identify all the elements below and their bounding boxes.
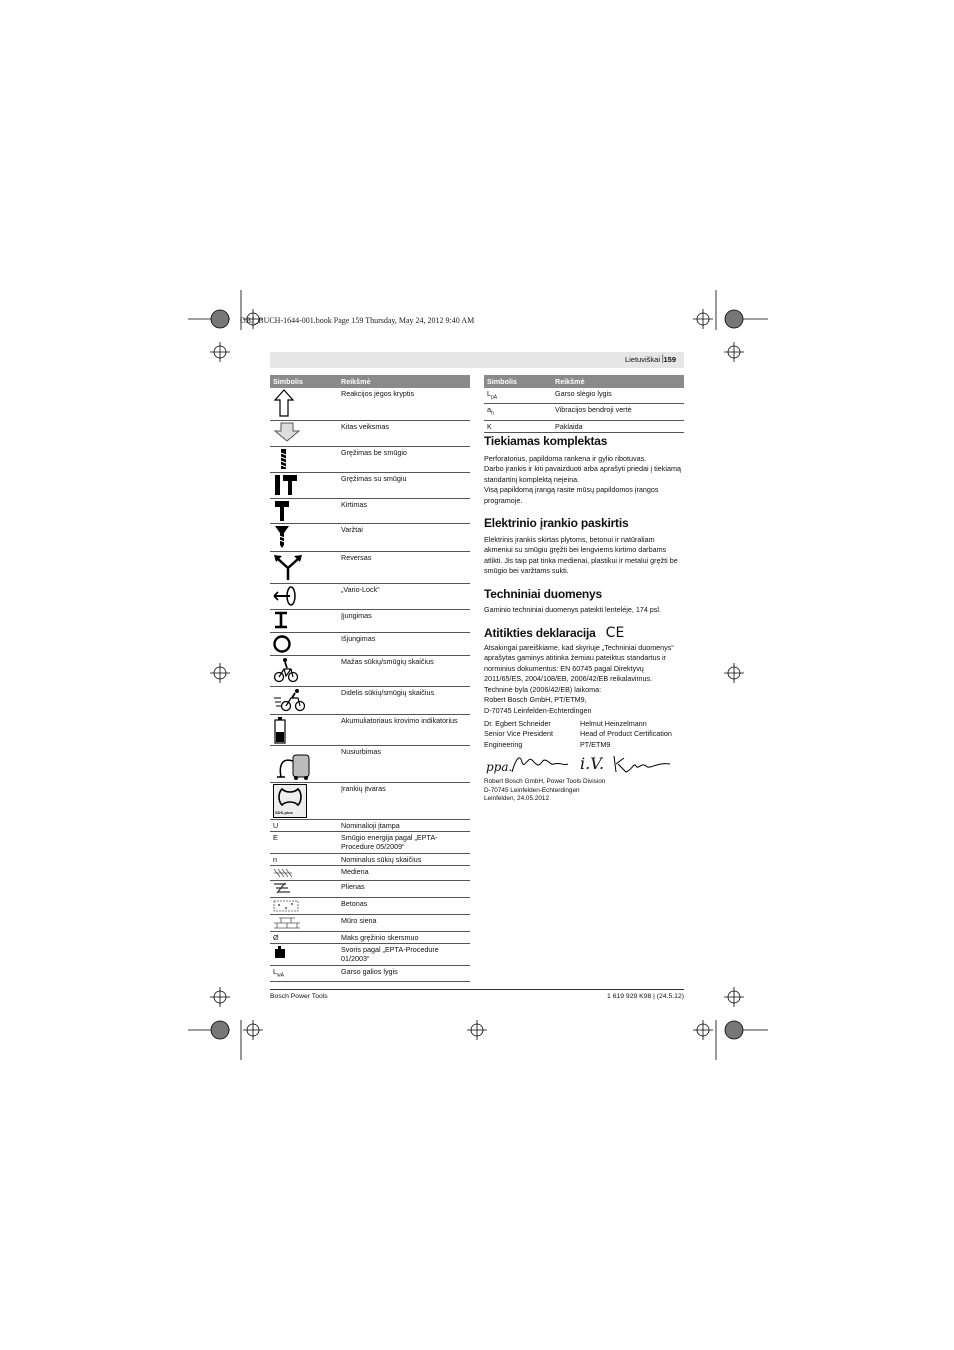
company-line: Leinfelden, 24.05.2012 [484,794,550,802]
table-cell: Išjungimas [338,632,470,655]
table-row [270,388,470,420]
paragraph: Perforatorius, papildoma rankena ir gylio ribotuvas. [484,454,647,463]
table-cell: Varžtai [338,523,470,551]
table-cell: Nominalioji įtampa [338,819,470,831]
table-cell: Įjungimas [338,609,470,632]
power-on-icon [273,611,291,629]
table-row [270,897,470,914]
table-cell: Paklaida [552,420,684,432]
table-row [270,931,470,943]
signatory-name: Dr. Egbert Schneider [484,718,551,728]
footer-brand: Bosch Power Tools [270,993,328,1000]
language-label: Lietuviškai [624,355,660,364]
table-cell-symbol: $a_h$ [484,404,552,420]
table-cell: Garso galios lygis [338,965,470,981]
tool-holder-caption: SDS-plus [275,809,293,815]
bicycle-slow-icon [273,657,299,683]
table-row [484,404,684,420]
battery-indicator-icon [273,716,287,744]
table-row [270,472,470,498]
header-separator: | [661,353,664,363]
table-header-row [270,375,470,388]
table-cell: Maks gręžinio skersmuo [338,931,470,943]
column-header-symbol: Simbolis [270,375,338,388]
column-header-meaning: Reikšmė [338,375,470,388]
paragraph: Atsakingai pareiškiame, kad skyriuje „Techniniai duomenys“ aprašytas gaminys atitinka žemiau pateiktus standartus ir norminius dokumentus: EN 60745 pagal Direktyvų 2011/65/ES, 2004/108/EB, 2006/42/EB reikalavimus. [484,643,674,684]
signature-mark: ppa. [486,760,513,775]
paragraph: Visą papildomą įrangą rasite mūsų papildomos įrangos programoje. [484,485,659,505]
table-row [484,420,684,432]
table-cell-symbol: E [270,831,338,853]
section-title-duomenys: Techniniai duomenys [484,586,602,601]
section-title-komplektas: Tiekiamas komplektas [484,434,608,448]
chisel-icon [273,500,293,522]
drill-bit-icon [273,448,293,470]
power-off-icon [273,634,293,654]
table-cell: Nusiurbimas [338,745,470,782]
right-column [484,434,684,803]
table-row [270,914,470,931]
declaration-heading [484,625,684,641]
table-cell: Vibracijos bendroji vertė [552,404,684,420]
company-line: Robert Bosch GmbH, Power Tools Division [484,778,606,786]
table-row [270,831,470,853]
table-cell-symbol: K [484,420,552,432]
paragraph: Elektrinis įrankis skirtas plytoms, betonui ir natūraliam akmeniui su smūgiu gręžti bei lengviems kirtimo darbams atlikti. Jis taip pat tinka medienai, plastikui ir metalui gręžti be smūgio bei varžtams sukti. [484,535,678,576]
page-number: 159 [663,355,676,364]
tool-holder-icon [273,784,307,818]
table-cell: Nominalus sūkių skaičius [338,853,470,865]
signatory-title: Senior Vice President [484,729,553,739]
signature-heinzelmann [610,752,672,776]
table-row [270,498,470,523]
footer-rule [270,989,684,990]
symbol-table-left [270,375,470,982]
column-header-meaning: Reikšmė [552,375,684,388]
table-row [270,880,470,897]
signature-schneider [510,752,570,776]
paragraph: Robert Bosch GmbH, PT/ETM9, [484,695,587,705]
table-cell: Mūro siena [338,914,470,931]
table-row [270,420,470,446]
reaction-arrow-icon [273,389,295,417]
table-row [270,523,470,551]
signatory-dept: Engineering [484,739,523,749]
table-cell: Didelis sūkių/smūgių skaičius [338,686,470,714]
table-cell: Kitas veiksmas [338,420,470,446]
hammer-drill-icon [273,474,299,496]
steel-icon [273,882,291,894]
signature-mark: i.V. [580,754,605,774]
table-row [270,782,470,819]
page-header-bar [270,352,684,368]
vacuum-icon [273,747,313,781]
table-cell: „Vario-Lock“ [338,583,470,609]
table-cell-symbol: U [270,819,338,831]
table-cell: Svoris pagal „EPTA-Procedure 01/2003“ [338,943,470,965]
signatures [484,750,684,780]
table-cell: Garso slėgio lygis [552,388,684,404]
company-line: D-70745 Leinfelden-Echterdingen [484,786,580,794]
table-row [270,745,470,782]
table-cell: Gręžimas be smūgio [338,446,470,472]
section-title-deklaracija: Atitikties deklaracija [484,626,596,641]
table-row [270,819,470,831]
vario-lock-icon [273,585,299,607]
table-row [270,632,470,655]
weight-icon [273,945,287,959]
table-row [270,943,470,965]
next-step-arrow-icon [273,422,301,442]
table-header-row [484,375,684,388]
table-row [270,583,470,609]
table-cell: Reversas [338,551,470,583]
paragraph: Techninė byla (2006/42/EB) laikoma: [484,684,602,694]
table-row [270,446,470,472]
column-header-symbol: Simbolis [484,375,552,388]
table-cell: Smūgio energija pagal „EPTA-Procedure 05/2009“ [338,831,470,853]
bicycle-fast-icon [273,688,307,712]
table-cell: Kirtimas [338,498,470,523]
table-row [270,609,470,632]
section-title-paskirtis: Elektrinio įrankio paskirtis [484,516,629,531]
table-row [270,714,470,745]
paragraph: D-70745 Leinfelden-Echterdingen [484,705,592,715]
reverse-arrows-icon [273,553,303,581]
table-row [484,388,684,404]
table-row [270,551,470,583]
table-row [270,655,470,686]
signatory-left [484,719,580,750]
screw-icon [273,525,293,549]
signatories [484,719,684,750]
symbol-table-right [484,375,684,433]
table-cell: Plienas [338,880,470,897]
signatory-right [580,719,672,750]
table-row [270,865,470,880]
wood-icon [273,867,293,879]
masonry-icon [273,916,301,930]
footer-code: 1 619 929 K98 | (24.5.12) [607,993,684,1000]
table-cell-symbol: $L_{pA}$ [484,388,552,404]
table-cell: Gręžimas su smūgiu [338,472,470,498]
table-cell: Reakcijos jėgos kryptis [338,388,470,420]
table-cell: Akumuliatoriaus krovimo indikatorius [338,714,470,745]
signatory-title: Head of Product Certification [580,729,672,739]
table-cell-symbol: Ø [270,931,338,943]
concrete-icon [273,899,299,913]
table-cell: Mažas sūkių/smūgių skaičius [338,655,470,686]
paragraph: Gaminio techniniai duomenys pateikti lentelėje, 174 psl. [484,604,661,614]
paragraph: Darbo įrankis ir kiti pavaizduoti arba aprašyti priedai į tiekiamą standartinį komplektą neįeina. [484,464,681,484]
table-cell-symbol: n [270,853,338,865]
signatory-dept: PT/ETM9 [580,739,611,749]
ce-mark: CE [605,625,625,642]
table-cell-symbol: $L_{wA}$ [270,965,338,981]
table-row [270,686,470,714]
table-cell: Įrankių įtvaras [338,782,470,819]
signatory-name: Helmut Heinzelmann [580,718,647,728]
file-header: OBJ_BUCH-1644-001.book Page 159 Thursday, May 24, 2012 9:40 AM [240,316,475,325]
table-row [270,965,470,981]
table-cell: Mediena [338,865,470,880]
table-cell: Betonas [338,897,470,914]
table-row [270,853,470,865]
